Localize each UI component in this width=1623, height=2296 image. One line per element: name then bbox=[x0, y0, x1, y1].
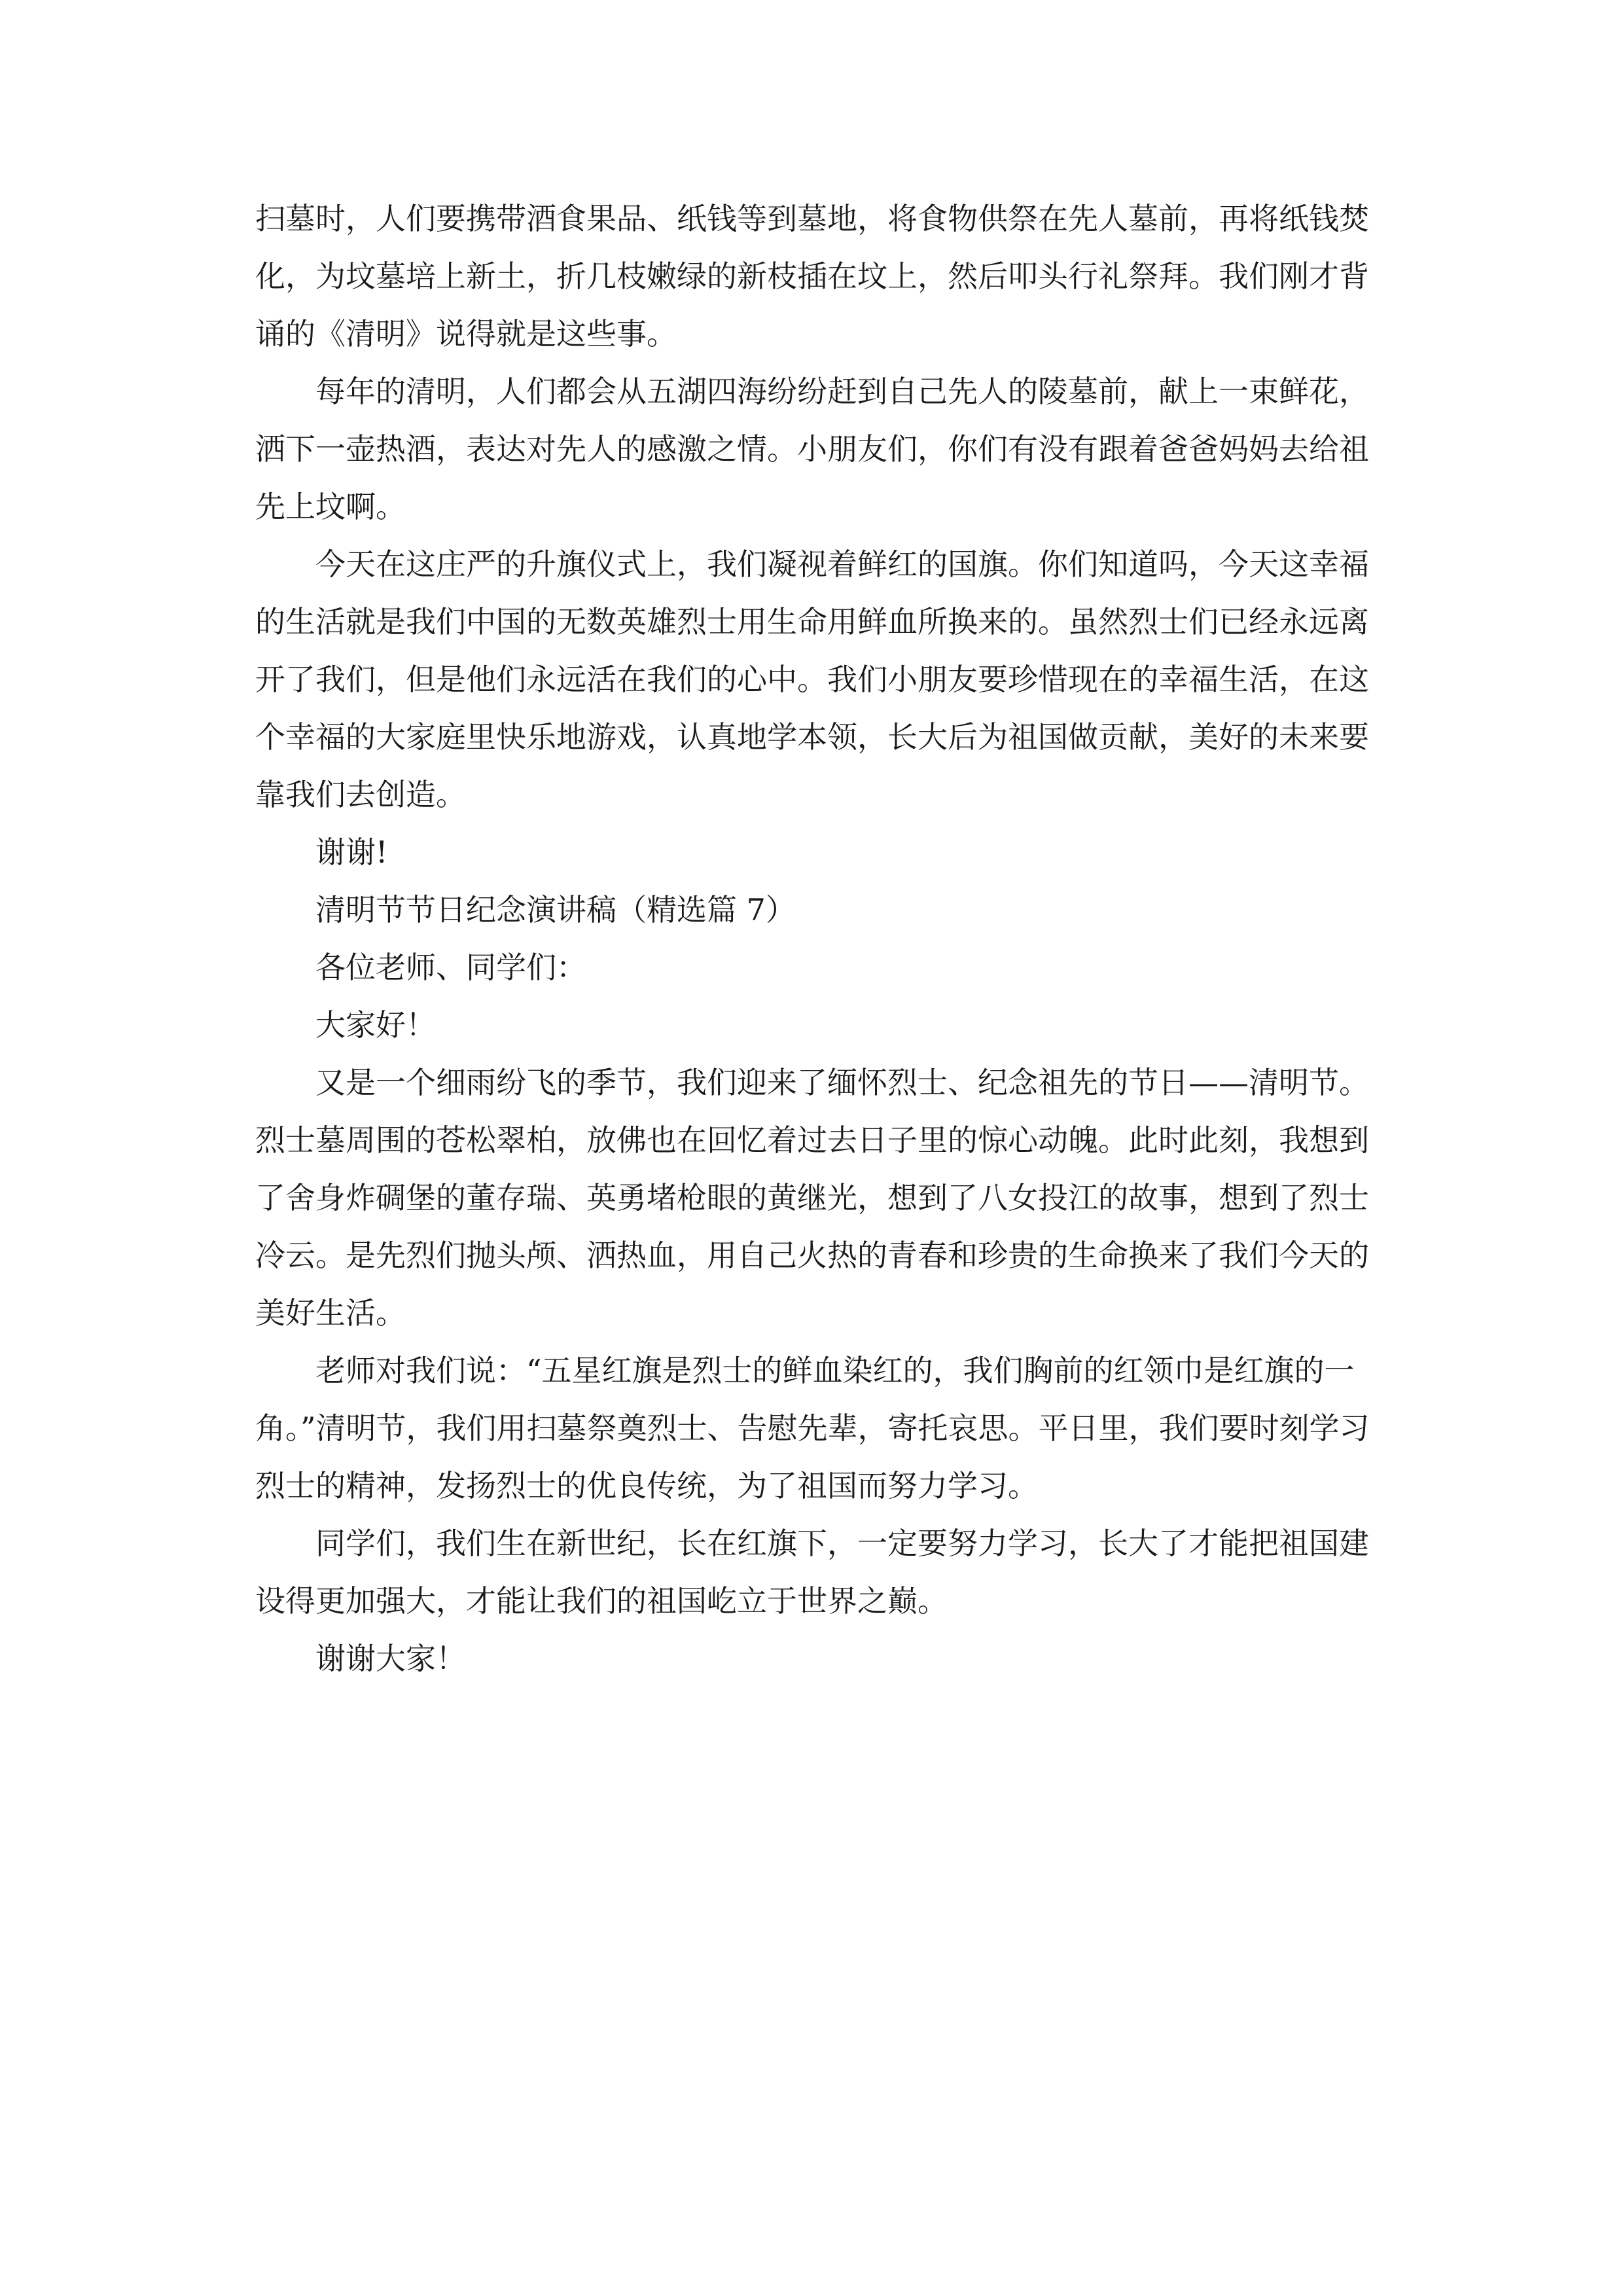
greeting: 大家好！ bbox=[315, 1007, 436, 1043]
document-body bbox=[255, 190, 1381, 1687]
salutation: 各位老师、同学们： bbox=[315, 950, 586, 985]
paragraph: 又是一个细雨纷飞的季节，我们迎来了缅怀烈士、纪念祖先的节日——清明节。烈士墓周围的苍松翠柏，放佛也在回忆着过去日子里的惊心动魄。此时此刻，我想到了舍身炸碉堡的董存瑞、英勇堵枪眼的黄继光，想到了八女投江的故事，想到了烈士冷云。是先烈们抛头颅、洒热血，用自己火热的青春和珍贵的生命换来了我们今天的美好生活。 bbox=[255, 1065, 1369, 1331]
paragraph: 老师对我们说：“五星红旗是烈士的鲜血染红的，我们胸前的红领巾是红旗的一角。”清明节，我们用扫墓祭奠烈士、告慰先辈，寄托哀思。平日里，我们要时刻学习烈士的精神，发扬烈士的优良传统，为了祖国而努力学习。 bbox=[255, 1353, 1370, 1503]
paragraph: 今天在这庄严的升旗仪式上，我们凝视着鲜红的国旗。你们知道吗，今天这幸福的生活就是我们中国的无数英雄烈士用生命用鲜血所换来的。虽然烈士们已经永远离开了我们，但是他们永远活在我们的心中。我们小朋友要珍惜现在的幸福生活，在这个幸福的大家庭里快乐地游戏，认真地学本领，长大后为祖国做贡献，美好的未来要靠我们去创造。 bbox=[255, 547, 1369, 812]
paragraph: 同学们，我们生在新世纪，长在红旗下，一定要努力学习，长大了才能把祖国建设得更加强大，才能让我们的祖国屹立于世界之巅。 bbox=[255, 1526, 1369, 1619]
paragraph: 每年的清明，人们都会从五湖四海纷纷赶到自己先人的陵墓前，献上一束鲜花，洒下一壶热酒，表达对先人的感激之情。小朋友们，你们有没有跟着爸爸妈妈去给祖先上坟啊。 bbox=[255, 374, 1369, 524]
closing-thanks: 谢谢大家！ bbox=[315, 1641, 466, 1676]
section-title: 清明节节日纪念演讲稿（精选篇 7） bbox=[315, 892, 796, 927]
paragraph-continuation: 扫墓时，人们要携带酒食果品、纸钱等到墓地，将食物供祭在先人墓前，再将纸钱焚化，为坟墓培上新土，折几枝嫩绿的新枝插在坟上，然后叩头行礼祭拜。我们刚才背诵的《清明》说得就是这些事。 bbox=[255, 201, 1369, 351]
closing-thanks: 谢谢! bbox=[315, 834, 388, 870]
